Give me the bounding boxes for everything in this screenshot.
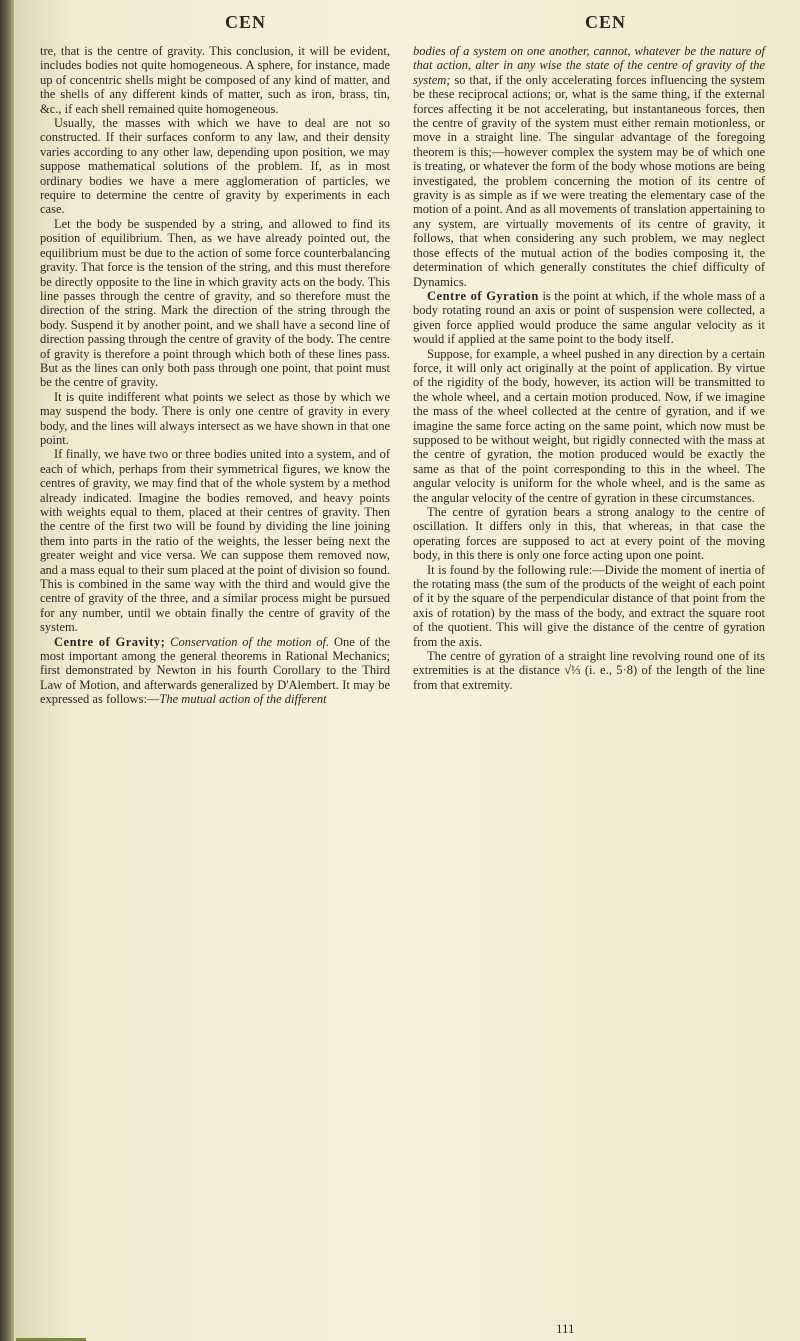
entry-text: is the point at which, if the whole mass of a body rotating round an axis or point of suspension were collected, a given force applied would produce the same angular velocity as it would if applied at the same point to the body itself. [413, 288, 765, 347]
entry-heading: Centre of Gravity; [54, 634, 166, 649]
entry-italic-text: The mutual action of the different [159, 692, 327, 707]
running-header-left: CEN [225, 12, 267, 32]
paragraph [413, 44, 765, 289]
paragraph-entry [40, 635, 390, 707]
page-number: 111 [556, 1321, 575, 1336]
paragraph: The centre of gyration of a straight line revolving round one of its extremities is at the distance √⅓ (i. e., 5·8) of the length of the line from that extremity. [413, 649, 765, 692]
paragraph: Let the body be suspended by a string, and allowed to find its position of equilibrium. Then, as we have already pointed out, the equilibrium must be due to the action of some force counterbalancing gravity. That force is the tension of the string, and this must therefore be directly opposite to the line in which gravity acts on the body. This line passes through the centre of gravity, and so therefore must the direction of the string. Mark the direction of the string through the body. Suspend it by another point, and we shall have a second line of direction passing through the centre of gravity of the body. The centre of gravity is therefore a point through which both of these lines pass. But as the lines can only both pass through one point, that point must be the centre of gravity. [40, 216, 390, 390]
right-column [413, 44, 765, 692]
paragraph: It is quite indifferent what points we select as those by which we may suspend the body. There is only one centre of gravity in every body, and the lines will always intersect as we have shown in that one point. [40, 389, 390, 447]
paragraph-entry [413, 289, 765, 347]
left-column [40, 44, 390, 707]
entry-heading: Centre of Gyration [427, 288, 539, 303]
paragraph: The centre of gyration bears a strong analogy to the centre of oscillation. It differs only in this, that whereas, in that case the operating forces are supposed to act at every point of the moving body, in this there is only one force acting upon one point. [413, 505, 765, 563]
paragraph: Usually, the masses with which we have to deal are not so constructed. If their surfaces conform to any law, and their density varies according to any other law, depending upon position, we may suppose mathematical solutions of the problem. If, as in most ordinary bodies we have a mere agglomeration of particles, we require to determine the centre of gravity by experiments in each case. [40, 116, 390, 217]
paragraph: It is found by the following rule:—Divide the moment of inertia of the rotating mass (the sum of the products of the weight of each point of it by the square of the perpendicular distance of that point from the axis of rotation) by the mass of the body, and extract the square root of the quotient. This will give the distance of the centre of gyration from the axis. [413, 562, 765, 649]
paragraph-text: so that, if the only accelerating forces influencing the system be these reciprocal actions; or, what is the same thing, if the external forces affecting it be not accelerating, but instantaneous forces, then the centre of gravity of the system must either remain motionless, or move in a straight line. The singular advantage of the foregoing theorem is this;—however complex the system may be of which one is treating, or whatever the form of the body whose motions are being investigated, the problem concerning the motion of its centre of gravity is as simple as if we were treating the elementary case of the motion of a point. And as all movements of translation appertaining to any system, are virtually movements of its centre of gravity, it follows, that when considering any such problem, we may neglect those effects of the mutual action of the bodies composing it, the determination of which generally constitutes the chief difficulty of Dynamics. [413, 72, 765, 289]
running-header-right: CEN [585, 12, 627, 32]
paragraph: If finally, we have two or three bodies united into a system, and of each of which, perhaps from their symmetrical figures, we know the centres of gravity, we may find that of the whole system by a method already indicated. Imagine the bodies removed, and heavy points with weights equal to them, placed at their centres of gravity. Then the centre of the first two will be found by dividing the line joining them into parts in the ratio of the weights, the lesser being next the greater weight and vice versa. We can suppose them removed now, and a mass equal to their sum placed at the point of division so found. This is combined in the same way with the third and would give the centre of gravity of the three, and a similar process might be pursued for any number, until we obtain finally the centre of gravity of the system. [40, 447, 390, 635]
entry-text: One of the most important among the general theorems in Rational Mechanics; first demonstrated by Newton in his fourth Corollary to the Third Law of Motion, and afterwards generalized by D'Alembert. It may be expressed as follows:— [40, 634, 390, 707]
paragraph: tre, that is the centre of gravity. This conclusion, it will be evident, includes bodies not quite homogeneous. A sphere, for instance, made up of concentric shells might be composed of any kind of matter, and the shells of any different kinds of matter, such as iron, brass, tin, &c., if each shell remained quite homogeneous. [40, 44, 390, 116]
entry-subtitle: Conservation of the motion of. [170, 634, 330, 649]
paragraph: Suppose, for example, a wheel pushed in any direction by a certain force, it will only act originally at the point of application. By virtue of the rigidity of the body, however, its action will be transmitted to the whole wheel, and a certain motion produced. Now, if we imagine the mass of the wheel collected at the centre of gyration, and if we imagine the same force acting on the same point, which now must be supposed to be without weight, but rigidly connected with the mass at the centre of gyration, the motion produced would be exactly the same as that of the point corresponding to this in the wheel. The angular velocity is uniform for the whole wheel, and is the same as the angular velocity of the centre of gyration in these circumstances. [413, 346, 765, 505]
italic-text: bodies of a system on one another, cannot, whatever be the nature of that action, alter in any wise the state of the centre of gravity of the system; [413, 44, 765, 87]
